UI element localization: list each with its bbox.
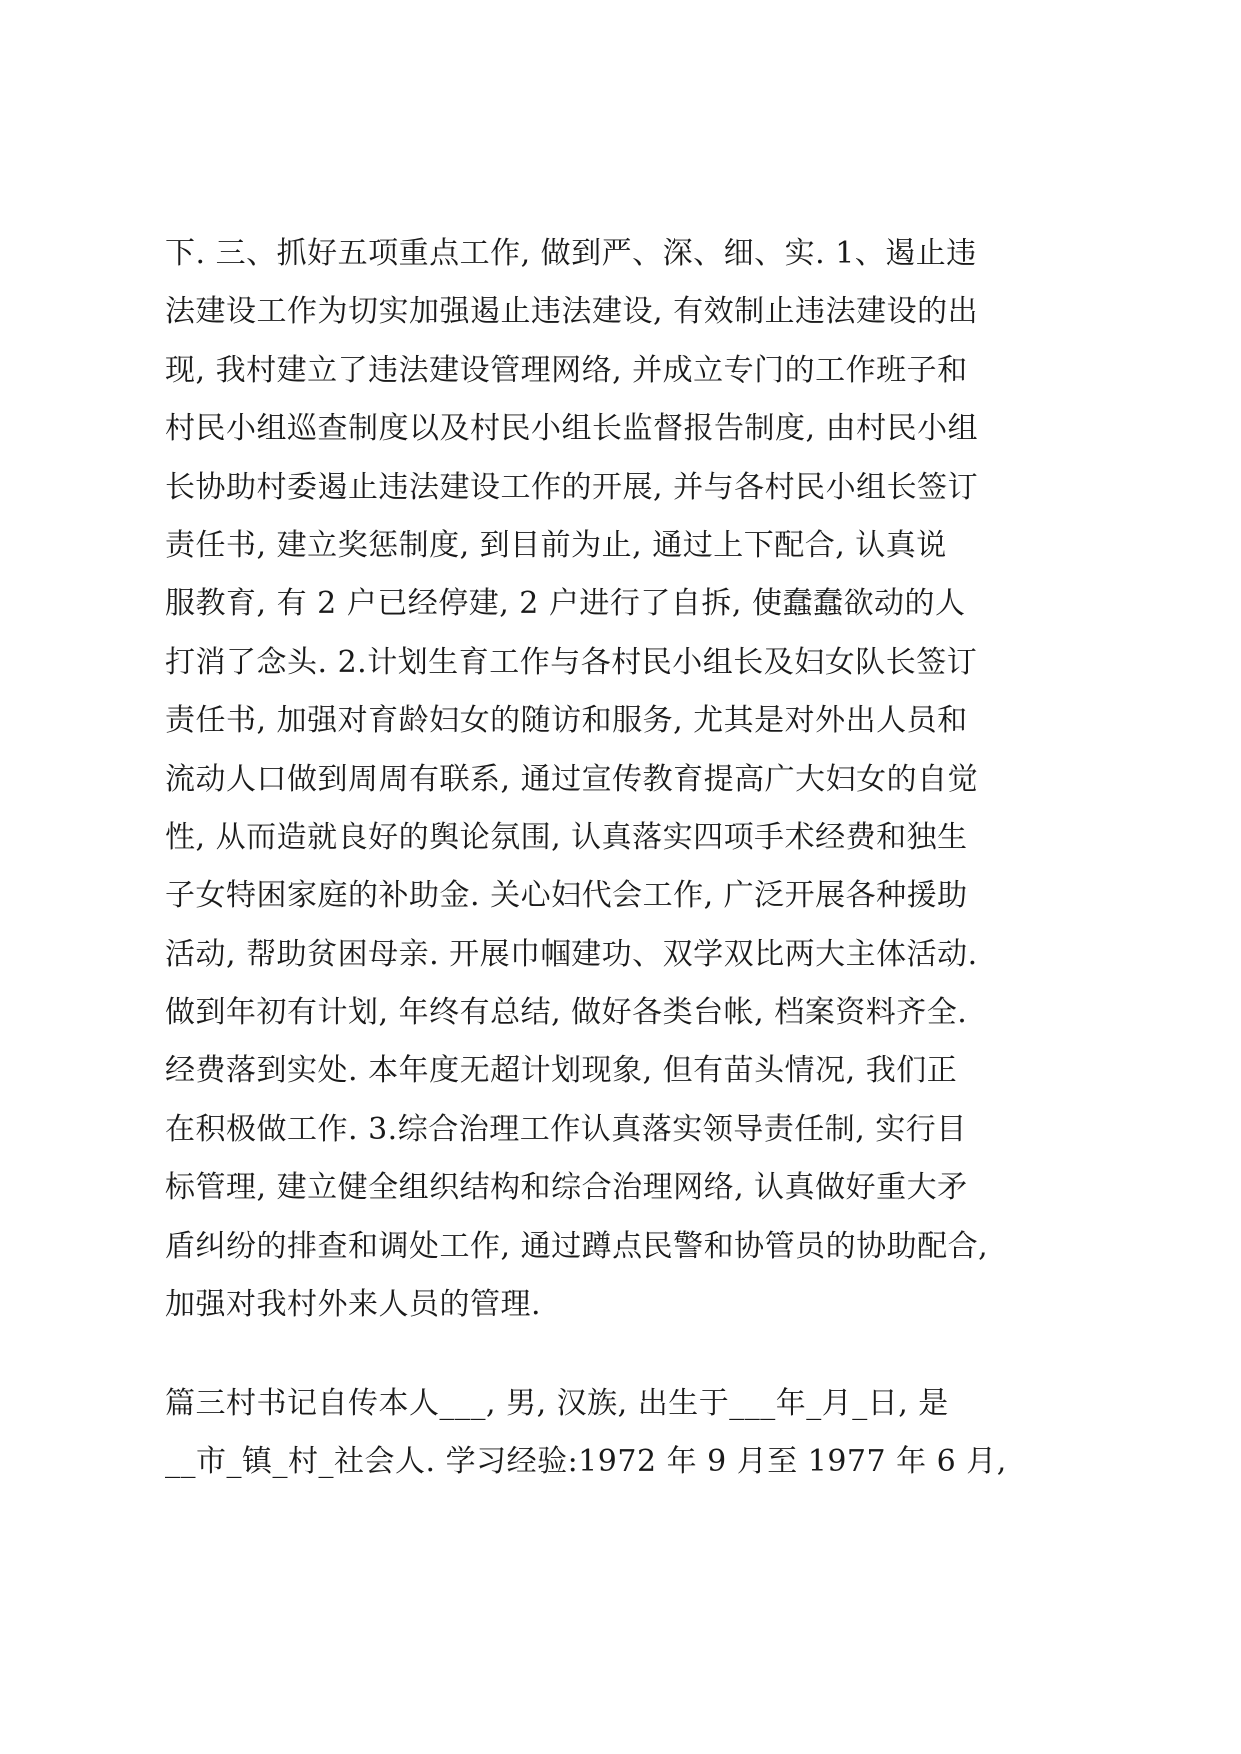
text-line: 篇三村书记自传本人___, 男, 汉族, 出生于___年_月_日, 是 [165,1386,949,1421]
text-line: 盾纠纷的排查和调处工作, 通过蹲点民警和协管员的协助配合, [165,1228,989,1264]
text-line: __市_镇_村_社会人. 学习经验:1972 年 9 月至 1977 年 6 月, [165,1444,1007,1480]
text-line: 加强对我村外来人员的管理. [165,1287,542,1323]
text-line: 责任书, 加强对育龄妇女的随访和服务, 尤其是对外出人员和 [165,703,968,739]
text-line: 责任书, 建立奖惩制度, 到目前为止, 通过上下配合, 认真说 [165,527,947,563]
text-line: 流动人口做到周周有联系, 通过宣传教育提高广大妇女的自觉 [165,761,979,797]
paragraph-autobiography [165,1375,1085,1492]
text-line: 经费落到实处. 本年度无超计划现象, 但有苗头情况, 我们正 [165,1053,958,1089]
text-line: 子女特困家庭的补助金. 关心妇代会工作, 广泛开展各种援助 [165,878,968,914]
text-line: 现, 我村建立了违法建设管理网络, 并成立专门的工作班子和 [165,352,968,388]
paragraph-work-summary [165,225,1085,1334]
text-line: 性, 从而造就良好的舆论氛围, 认真落实四项手术经费和独生 [165,819,968,855]
text-line: 在积极做工作. 3.综合治理工作认真落实领导责任制, 实行目 [165,1111,967,1147]
text-line: 村民小组巡查制度以及村民小组长监督报告制度, 由村民小组 [165,411,979,447]
text-line: 做到年初有计划, 年终有总结, 做好各类台帐, 档案资料齐全. [165,995,968,1031]
text-line: 活动, 帮助贫困母亲. 开展巾帼建功、双学双比两大主体活动. [165,936,978,972]
text-line: 长协助村委遏止违法建设工作的开展, 并与各村民小组长签订 [165,469,979,505]
text-line: 法建设工作为切实加强遏止违法建设, 有效制止违法建设的出 [165,294,979,330]
text-line: 打消了念头. 2.计划生育工作与各村民小组长及妇女队长签订 [165,644,978,680]
text-line: 标管理, 建立健全组织结构和综合治理网络, 认真做好重大矛 [165,1170,968,1206]
text-line: 服教育, 有 2 户已经停建, 2 户进行了自拆, 使蠢蠢欲动的人 [165,586,966,622]
text-line: 下. 三、抓好五项重点工作, 做到严、深、细、实. 1、遏止违 [165,236,977,271]
